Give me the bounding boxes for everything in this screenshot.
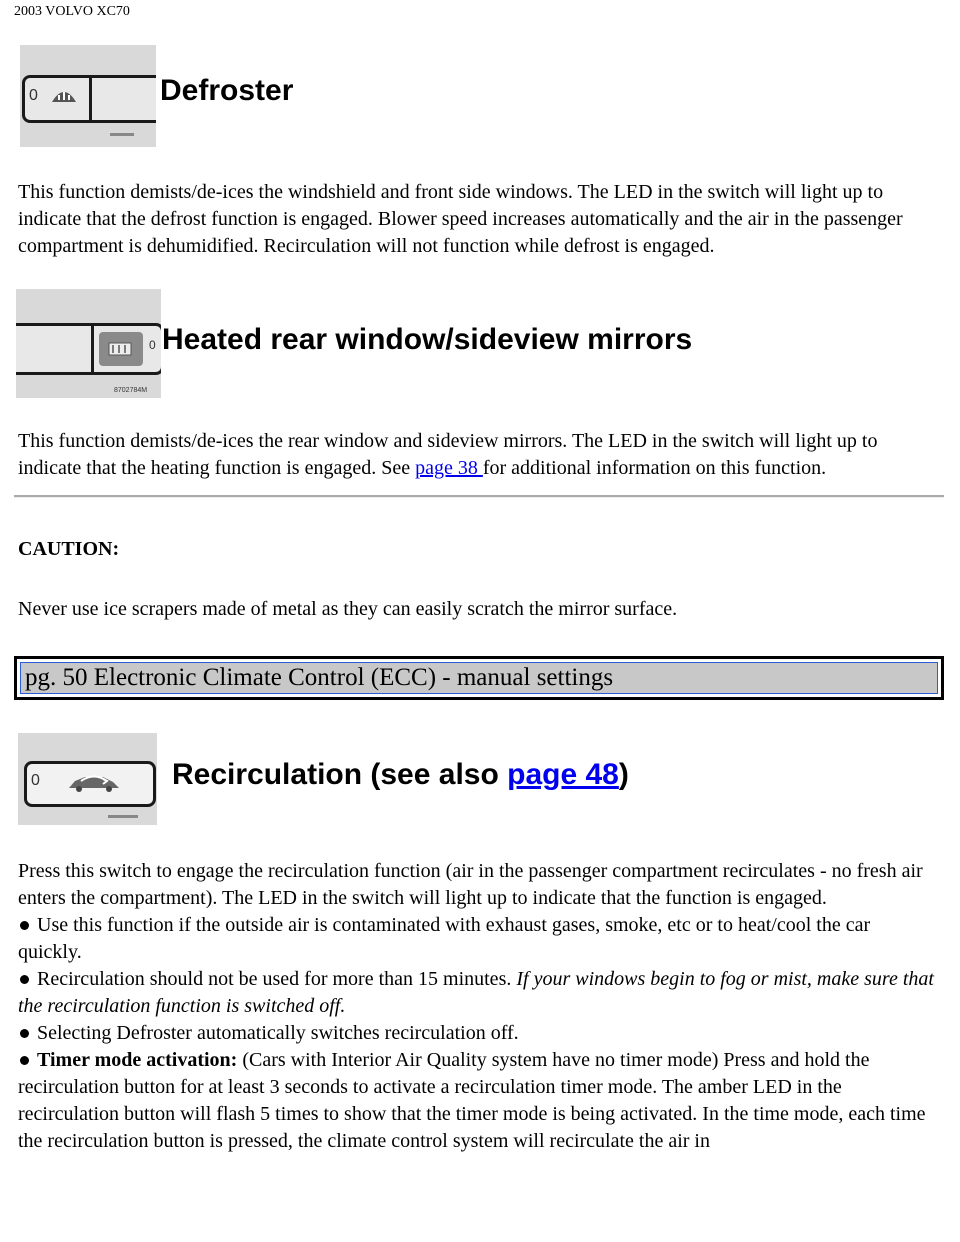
caution-body: Never use ice scrapers made of metal as they can easily scratch the mirror surface. xyxy=(18,598,678,620)
defroster-body: This function demists/de-ices the windshield and front side windows. The LED in the switch will light up to indicate that the defrost function is engaged. Blower speed increases automatically and the air in the passenger compartment is dehumidified. Recirculation will not function while defrost is engaged. xyxy=(18,181,903,257)
rear-window-heat-icon xyxy=(99,332,143,366)
recirculation-bullet-list xyxy=(18,912,938,1155)
thumb-underline xyxy=(108,815,138,818)
recirculation-led-label: 0 xyxy=(31,772,40,789)
list-item xyxy=(18,1020,938,1047)
section-divider xyxy=(14,495,944,498)
bullet-icon xyxy=(20,1056,29,1065)
bullet-text: (Cars with Interior Air Quality system have no timer mode) Press and hold the recirculation button for at least 3 seconds to activate a recirculation timer mode. The amber LED in the recirculation button will flash 5 times to show that the timer mode is being activated. In the time mode, each time the recirculation button is pressed, the climate control system will recirculate the air in xyxy=(18,1049,926,1152)
heated-rear-heading: Heated rear window/sideview mirrors xyxy=(162,323,693,356)
image-code-label: 8702784M xyxy=(114,387,148,394)
recirculation-car-icon xyxy=(63,770,125,796)
recirculation-heading-close: ) xyxy=(618,758,629,791)
bullet-text: Selecting Defroster automatically switches recirculation off. xyxy=(37,1022,519,1044)
rear-window-switch-image xyxy=(16,289,161,398)
bullet-text: Use this function if the outside air is contaminated with exhaust gases, smoke, etc or to heat/cool the car quickly. xyxy=(18,914,871,963)
heated-rear-body-text: This function demists/de-ices the rear window and sideview mirrors. The LED in the switch will light up to indicate that the heating function is engaged. See xyxy=(18,430,878,479)
recirculation-switch-image xyxy=(18,733,157,825)
rear-window-led-label: 0 xyxy=(149,338,156,352)
page-banner-text: pg. 50 Electronic Climate Control (ECC) - manual settings xyxy=(20,662,938,694)
document-header-title: 2003 VOLVO XC70 xyxy=(14,4,130,19)
bullet-bold-text: Timer mode activation: xyxy=(37,1049,238,1071)
bullet-italic-text: If your windows begin to fog or mist, make sure that the recirculation function is switched off. xyxy=(18,968,934,1017)
recirculation-intro: Press this switch to engage the recirculation function (air in the passenger compartment recirculates - no fresh air enters the compartment). The LED in the switch will light up to indicate that the function is engaged. xyxy=(18,860,923,909)
bullet-icon xyxy=(20,1029,29,1038)
bullet-icon xyxy=(20,975,29,984)
recirculation-heading-text: Recirculation (see also xyxy=(172,758,508,791)
page-48-link[interactable]: page 48 xyxy=(507,758,619,791)
page-banner xyxy=(14,656,944,700)
thumb-underline xyxy=(110,133,134,136)
caution-label: CAUTION: xyxy=(18,538,120,560)
recirculation-heading xyxy=(172,758,629,792)
defroster-switch-image xyxy=(20,45,156,147)
defroster-icon xyxy=(49,86,79,106)
list-item xyxy=(18,966,938,1020)
heated-rear-body-text-end: for additional information on this function. xyxy=(482,457,827,479)
list-item xyxy=(18,1047,938,1155)
bullet-text: Recirculation should not be used for more than 15 minutes. xyxy=(37,968,517,990)
defroster-led-label: 0 xyxy=(29,87,38,104)
recirculation-body xyxy=(18,858,938,1155)
defroster-heading: Defroster xyxy=(160,74,294,107)
heated-rear-body xyxy=(18,428,938,482)
list-item xyxy=(18,912,938,966)
page-38-link[interactable]: page 38 xyxy=(415,457,483,479)
bullet-icon xyxy=(20,921,29,930)
